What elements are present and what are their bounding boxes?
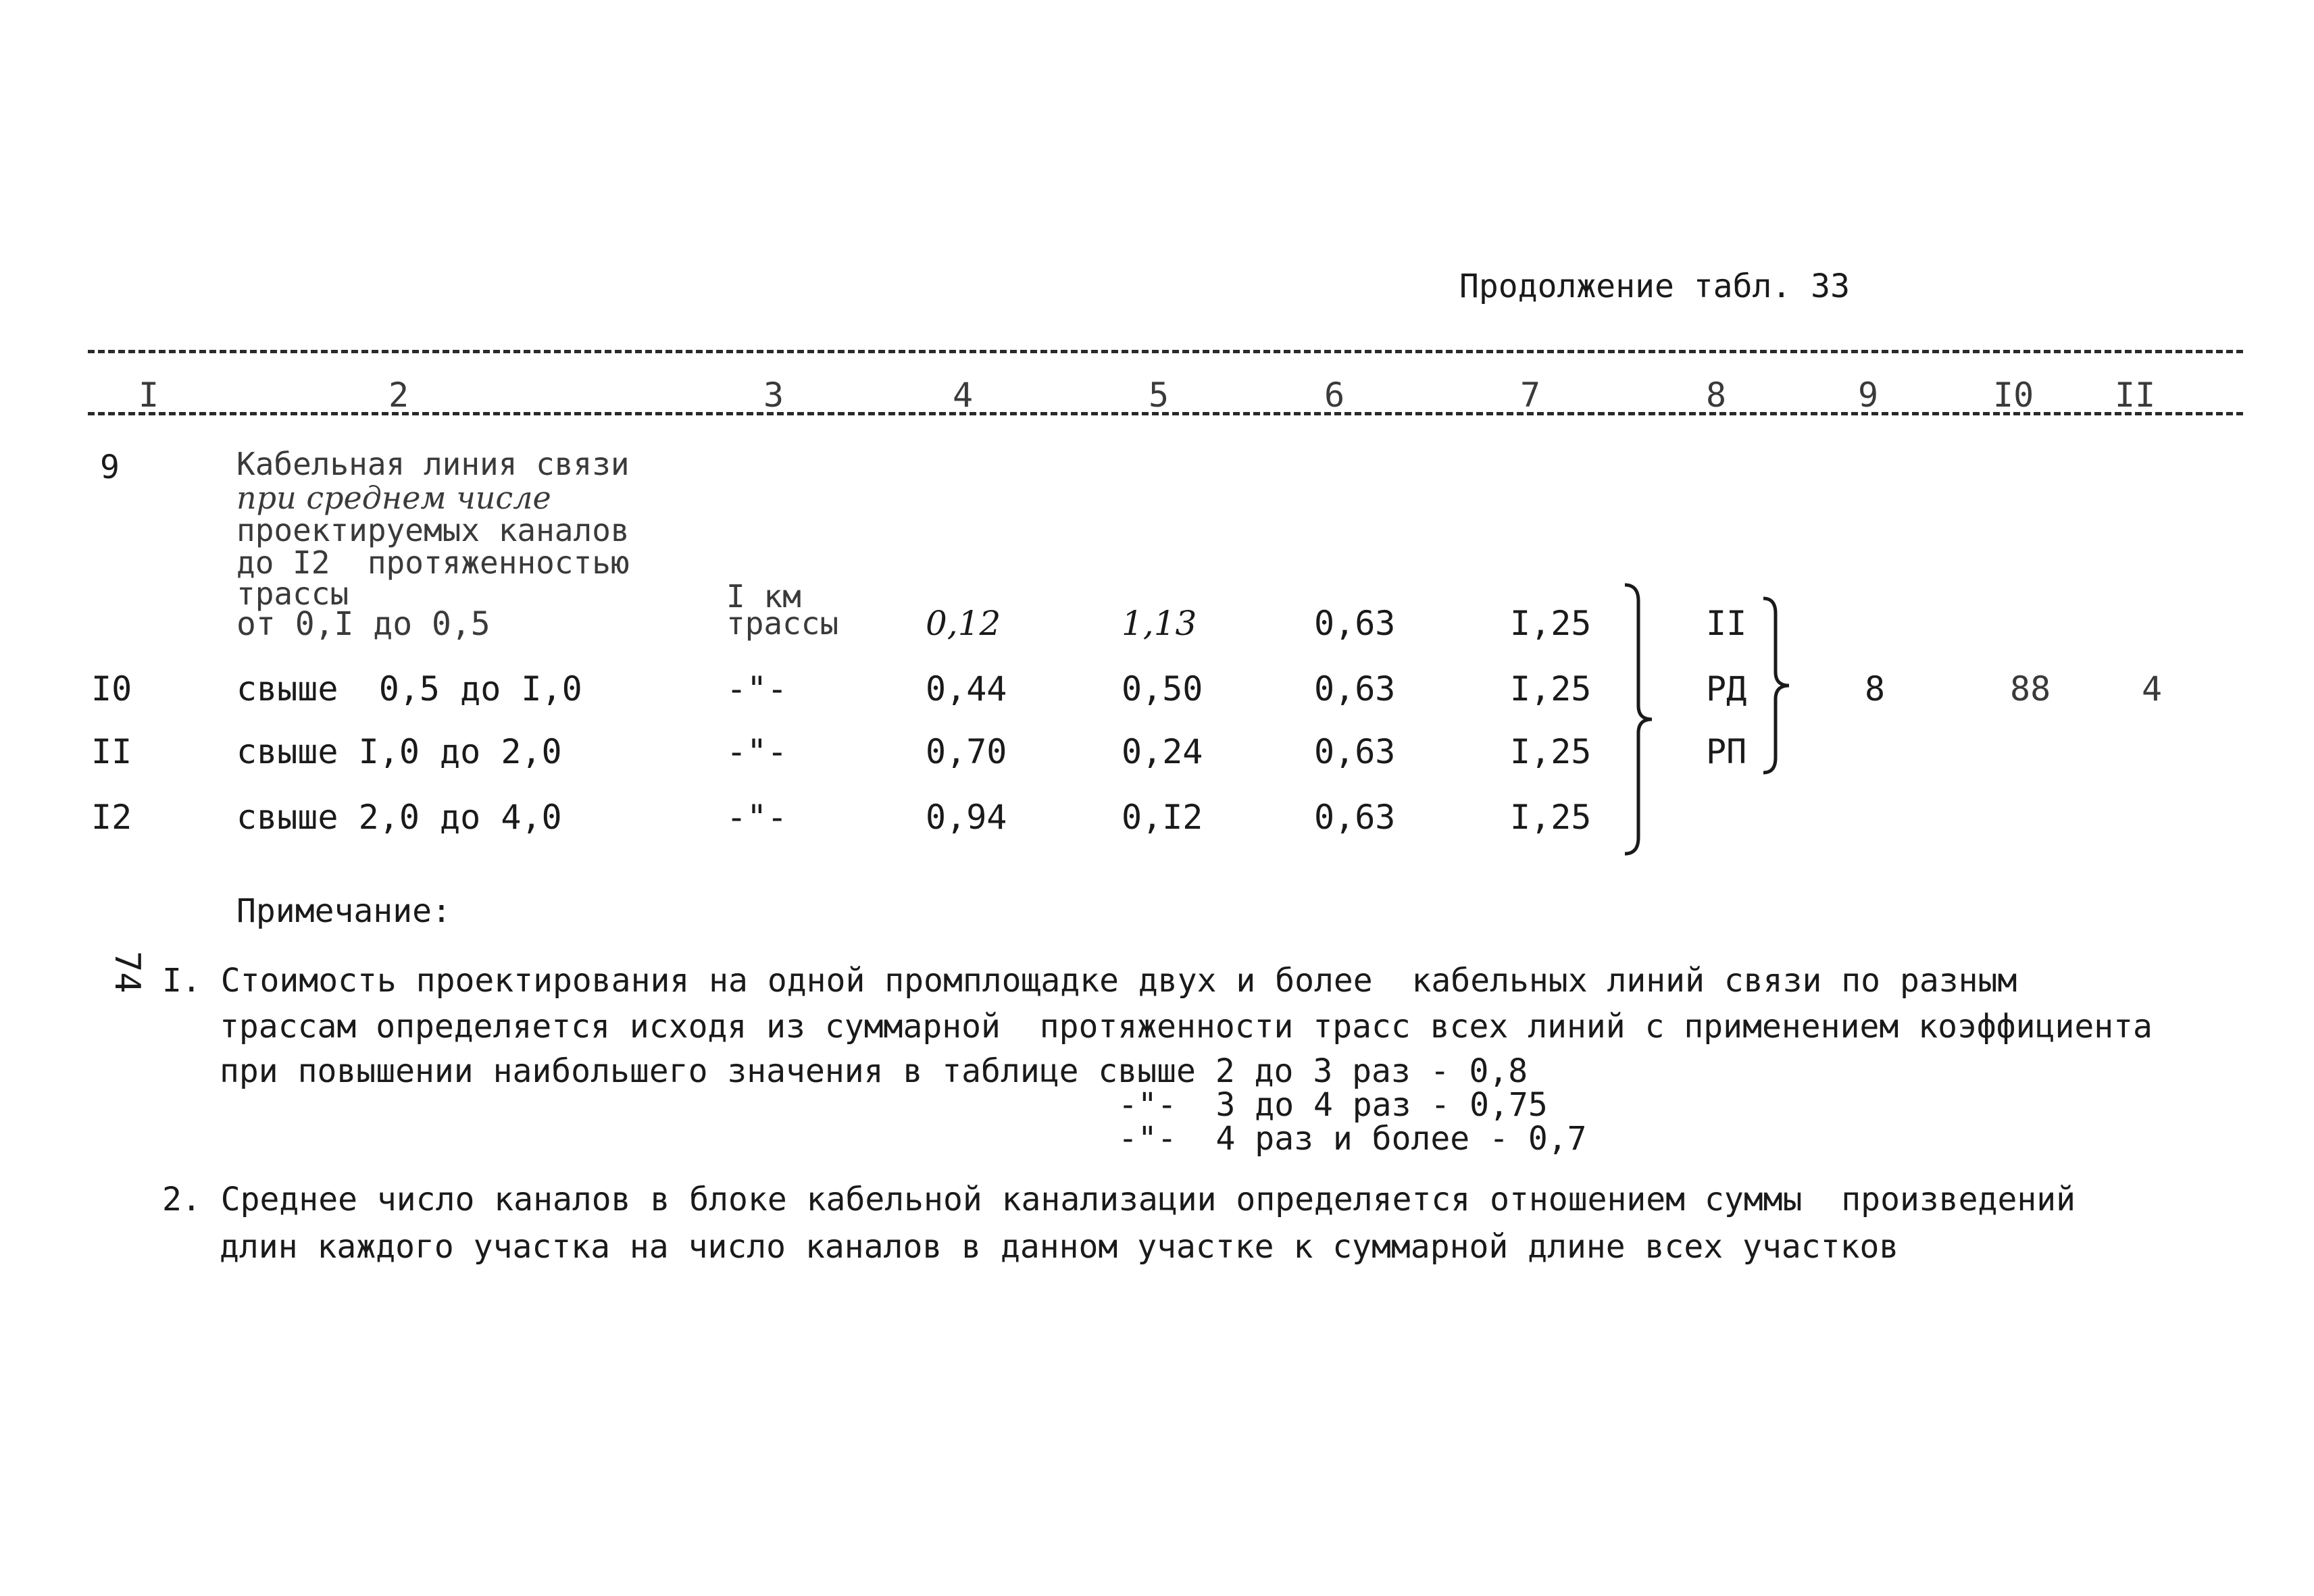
column-header: 8	[1706, 376, 1727, 415]
merged-col11: 4	[2142, 669, 2163, 709]
column-header: 4	[953, 376, 974, 415]
cell-col4: 0,44	[926, 669, 1007, 709]
cell-col5: 0,I2	[1122, 798, 1203, 837]
cell-col6: 0,63	[1314, 732, 1396, 771]
page-number: 74	[107, 951, 147, 994]
unit-line: I км	[726, 578, 801, 615]
note-item2-line: 2. Среднее число каналов в блоке кабельной канализации определяется отношением суммы произведений	[162, 1181, 2076, 1218]
column-header: I0	[1993, 376, 2034, 415]
cell-col7: I,25	[1510, 798, 1592, 837]
cell-col6: 0,63	[1314, 669, 1396, 709]
row-range: свыше 2,0 до 4,0	[236, 798, 562, 837]
note-item1-line: при повышении наибольшего значения в таблице свыше 2 до 3 раз - 0,8	[220, 1052, 1528, 1090]
cell-col8: РД	[1706, 669, 1747, 709]
cell-col4: 0,70	[926, 732, 1007, 771]
note-item1-line: I. Стоимость проектирования на одной промплощадке двух и более кабельных линий связи по разным	[162, 962, 2017, 1000]
row-unit: -"-	[726, 798, 788, 837]
note-item2-line: длин каждого участка на число каналов в данном участке к суммарной длине всех участков	[220, 1228, 1899, 1266]
column-header: 7	[1520, 376, 1541, 415]
column-header: 2	[388, 376, 409, 415]
brace-col8-rows	[1757, 594, 1797, 777]
note-item1-line: трассам определяется исходя из суммарной протяженности трасс всех линий с применением коэффициента	[220, 1008, 2153, 1046]
note-item1-line: -"- 3 до 4 раз - 0,75	[1118, 1086, 1548, 1124]
row-range: от 0,I до 0,5	[236, 605, 491, 643]
column-header: 6	[1324, 376, 1345, 415]
row-number: I0	[91, 669, 132, 709]
table-top-rule	[88, 350, 2243, 353]
column-header: 5	[1149, 376, 1169, 415]
cell-col4: 0,94	[926, 798, 1007, 837]
cell-col7: I,25	[1510, 669, 1592, 709]
cell-col6: 0,63	[1314, 604, 1396, 643]
cell-col7: I,25	[1510, 604, 1592, 643]
row-unit: -"-	[726, 732, 788, 771]
note-heading: Примечание:	[236, 892, 451, 930]
row-range: свыше I,0 до 2,0	[236, 732, 562, 771]
note-item1-line: -"- 4 раз и более - 0,7	[1118, 1120, 1587, 1158]
cell-col4: 0,12	[926, 604, 1001, 643]
merged-col10: 88	[2010, 669, 2051, 709]
brace-col7-rows	[1618, 581, 1659, 858]
row-name-line: трассы	[236, 575, 349, 612]
cell-col8: II	[1706, 604, 1747, 643]
row-name-line: при среднем числе	[236, 480, 551, 516]
row-unit: -"-	[726, 669, 788, 709]
column-header: 9	[1858, 376, 1879, 415]
cell-col5: 1,13	[1122, 604, 1197, 643]
row-name-line: Кабельная линия связи	[236, 446, 630, 482]
cell-col5: 0,50	[1122, 669, 1203, 709]
cell-col8: РП	[1706, 732, 1747, 771]
row-number: II	[91, 732, 132, 771]
column-header: 3	[763, 376, 784, 415]
merged-col9: 8	[1865, 669, 1886, 709]
unit-line: трассы	[726, 605, 839, 642]
row-range: свыше 0,5 до I,0	[236, 669, 582, 709]
row-number: I2	[91, 798, 132, 837]
cell-col6: 0,63	[1314, 798, 1396, 837]
row-name-line: до I2 протяженностью	[236, 544, 630, 581]
row-number: 9	[100, 448, 120, 486]
continuation-label: Продолжение табл. 33	[1459, 267, 1850, 305]
cell-col7: I,25	[1510, 732, 1592, 771]
column-header: II	[2115, 376, 2156, 415]
row-name-line: проектируемых каналов	[236, 512, 630, 548]
column-header: I	[139, 376, 159, 415]
cell-col5: 0,24	[1122, 732, 1203, 771]
